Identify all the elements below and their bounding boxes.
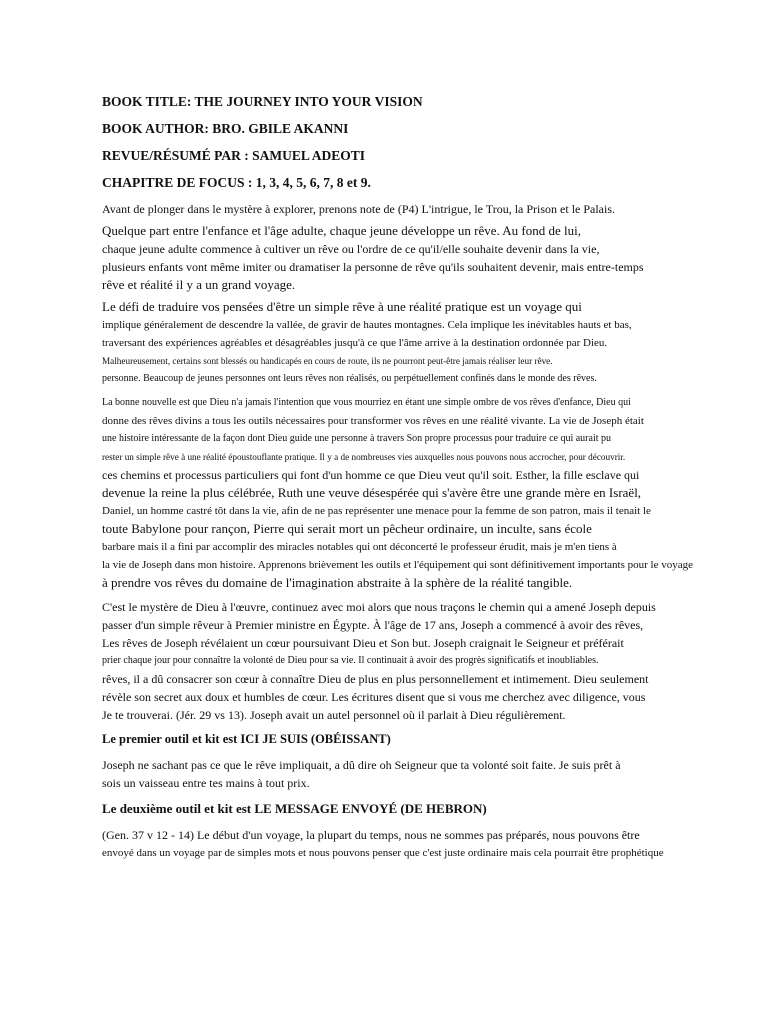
- focus-chapters: CHAPITRE DE FOCUS : 1, 3, 4, 5, 6, 7, 8 et 9.: [102, 175, 371, 190]
- paragraph-1: [102, 222, 750, 294]
- paragraph-6: [102, 826, 750, 862]
- paragraph-line: toute Babylone pour rançon, Pierre qui serait mort un pêcheur ordinaire, un inculte, sans école: [102, 521, 592, 536]
- paragraph-line: La bonne nouvelle est que Dieu n'a jamais l'intention que vous mourriez en étant une simple ombre de vos rêves d'enfance, Dieu qui: [102, 397, 631, 408]
- paragraph-line: devenue la reine la plus célébrée, Ruth une veuve désespérée qui s'avère être une grande mère en Israël,: [102, 485, 642, 500]
- paragraph-line: Le défi de traduire vos pensées d'être un simple rêve à une réalité pratique est un voyage qui: [102, 299, 582, 314]
- paragraph-line: rester un simple rêve à une réalité époustouflante pratique. Il y a de nombreuses vies auxquelles nous pouvons nous accrocher, pour découvrir.: [102, 452, 626, 462]
- paragraph-line: rêves, il a dû consacrer son cœur à connaître Dieu de plus en plus personnellement et intimement. Dieu seulement: [102, 672, 649, 686]
- document-body: [102, 94, 750, 862]
- paragraph-line: Je te trouverai. (Jér. 29 vs 13). Joseph avait un autel personnel où il parlait à Dieu régulièrement.: [102, 708, 566, 722]
- paragraph-line: Malheureusement, certains sont blessés ou handicapés en cours de route, ils ne pourront peut-être jamais réaliser leur rêve.: [102, 356, 553, 366]
- paragraph-line: (Gen. 37 v 12 - 14) Le début d'un voyage, la plupart du temps, nous ne sommes pas préparés, nous pouvons être: [102, 828, 640, 842]
- paragraph-2: [102, 298, 750, 388]
- paragraph-line: Joseph ne sachant pas ce que le rêve impliquait, a dû dire oh Seigneur que ta volonté soit faite. Je suis prêt à: [102, 758, 621, 772]
- heading-main: LE MESSAGE ENVOYÉ (DE HEBRON): [254, 801, 487, 816]
- paragraph-line: ces chemins et processus particuliers qui font d'un homme ce que Dieu veut qu'il soit. Esther, la fille esclave qui: [102, 468, 640, 482]
- paragraph-line: implique généralement de descendre la vallée, de gravir de hautes montagnes. Cela implique les inévitables hauts et bas,: [102, 319, 632, 331]
- paragraph-3: [102, 394, 750, 592]
- paragraph-5: [102, 756, 750, 792]
- heading-prefix: Le deuxième outil et kit est: [102, 801, 255, 816]
- paragraph-line: une histoire intéressante de la façon dont Dieu guide une personne à travers Son propre processus pour traduire ce qui aurait pu: [102, 433, 611, 444]
- section-heading-tool-1: Le premier outil et kit est ICI JE SUIS (OBÉISSANT): [102, 732, 391, 746]
- paragraph-line: Daniel, un homme castré tôt dans la vie, afin de ne pas représenter une menace pour la femme de son patron, mais il tenait le: [102, 505, 651, 517]
- paragraph-line: barbare mais il a fini par accomplir des miracles notables qui ont déconcerté le professeur érudit, mais je m'en tiens à: [102, 541, 617, 553]
- paragraph-line: envoyé dans un voyage par de simples mots et nous pouvons penser que c'est juste ordinaire mais cela pourrait être prophétique: [102, 847, 664, 859]
- paragraph-4: [102, 598, 750, 724]
- paragraph-line: Quelque part entre l'enfance et l'âge adulte, chaque jeune développe un rêve. Au fond de lui,: [102, 223, 581, 238]
- paragraph-line: passer d'un simple rêveur à Premier ministre en Égypte. À l'âge de 17 ans, Joseph a commencé à avoir des rêves,: [102, 618, 644, 632]
- paragraph-line: C'est le mystère de Dieu à l'œuvre, continuez avec moi alors que nous traçons le chemin qui a amené Joseph depuis: [102, 600, 656, 614]
- intro-paragraph: [102, 200, 750, 218]
- paragraph-line: révèle son secret aux doux et humbles de cœur. Les écritures disent que si vous me cherchez avec diligence, vous: [102, 690, 646, 704]
- paragraph-line: chaque jeune adulte commence à cultiver un rêve ou l'ordre de ce qu'il/elle souhaite devenir dans la vie,: [102, 242, 600, 256]
- paragraph-line: Avant de plonger dans le mystère à explorer, prenons note de (P4) L'intrigue, le Trou, la Prison et le Palais.: [102, 202, 616, 216]
- paragraph-line: à prendre vos rêves du domaine de l'imagination abstraite à la sphère de la réalité tangible.: [102, 575, 573, 590]
- book-author: BOOK AUTHOR: BRO. GBILE AKANNI: [102, 121, 349, 136]
- paragraph-line: Les rêves de Joseph révélaient un cœur poursuivant Dieu et Son but. Joseph craignait le Seigneur et préférait: [102, 636, 624, 650]
- paragraph-line: la vie de Joseph dans mon histoire. Apprenons brièvement les outils et l'équipement qui sont définitivement importants pour le voyage: [102, 559, 693, 571]
- paragraph-line: personne. Beaucoup de jeunes personnes ont leurs rêves non réalisés, ou perpétuellement confinés dans le monde des rêves.: [102, 373, 597, 384]
- book-title: BOOK TITLE: THE JOURNEY INTO YOUR VISION: [102, 94, 423, 109]
- paragraph-line: traversant des expériences agréables et désagréables jusqu'à ce que l'âme arrive à la destination ordonnée par Dieu.: [102, 337, 608, 349]
- paragraph-line: sois un vaisseau entre tes mains à tout prix.: [102, 776, 310, 790]
- paragraph-line: prier chaque jour pour connaître la volonté de Dieu pour sa vie. Il continuait à avoir des progrès significatifs et inoubliables.: [102, 655, 599, 666]
- review-by: REVUE/RÉSUMÉ PAR : SAMUEL ADEOTI: [102, 148, 366, 163]
- paragraph-line: rêve et réalité il y a un grand voyage.: [102, 277, 296, 292]
- paragraph-line: plusieurs enfants vont même imiter ou dramatiser la personne de rêve qu'ils souhaitent devenir, mais entre-temps: [102, 260, 644, 274]
- section-heading-tool-2: [102, 800, 750, 818]
- paragraph-line: donne des rêves divins a tous les outils nécessaires pour transformer vos rêves en une réalité vivante. La vie de Joseph était: [102, 415, 644, 427]
